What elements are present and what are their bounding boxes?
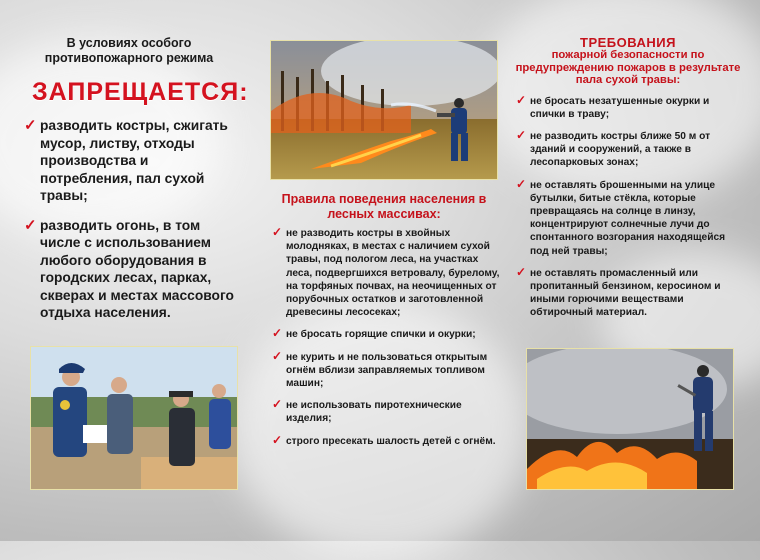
check-icon: ✓: [272, 326, 283, 341]
check-icon: ✓: [516, 264, 527, 279]
requirements-title: ТРЕБОВАНИЯ: [580, 35, 676, 50]
requirements-list: [516, 92, 744, 320]
check-icon: ✓: [272, 432, 283, 447]
check-icon: ✓: [272, 348, 283, 363]
rules-title: Правила поведения населения в лесных массивах:: [281, 192, 487, 221]
list-item: ✓ строго пресекать шалость детей с огнём.: [272, 432, 496, 447]
prohibited-list: [22, 117, 242, 322]
check-icon: ✓: [24, 117, 37, 134]
list-item: ✓ разводить костры, сжигать мусор, листву, отходы производства и потребления, пал сухой травы;: [24, 117, 228, 203]
rules-list: [272, 227, 504, 448]
list-item: ✓ не использовать пиротехнические изделия;: [272, 397, 462, 425]
list-item: ✓ не бросать незатушенные окурки и спички в траву;: [516, 92, 710, 120]
check-icon: ✓: [272, 225, 283, 239]
prohibited-heading: ЗАПРЕЩАЕТСЯ:: [32, 78, 249, 106]
check-icon: ✓: [516, 127, 527, 142]
list-item: ✓ не разводить костры в хвойных молодняках, в местах с наличием сухой травы, под пологом леса, на участках леса, подвергшихся ветровалу, бурелому, на торфяных почвах, на неочищенных от порубочных остатков и заготовленной древесины лесосеках;: [272, 225, 500, 319]
check-icon: ✓: [272, 397, 283, 412]
check-icon: ✓: [516, 176, 527, 191]
left-subtitle: В условиях особого противопожарного режима: [44, 36, 214, 65]
forest-fire-photo: [270, 40, 498, 180]
list-item: ✓ не разводить костры ближе 50 м от зданий и сооружений, а также в лесопарковых зонах;: [516, 127, 711, 169]
officials-photo: [30, 346, 238, 490]
check-icon: ✓: [516, 92, 527, 107]
middle-column: [272, 227, 504, 457]
requirements-subtitle: пожарной безопасности по предупреждению пожаров в результате пала сухой травы:: [515, 49, 741, 86]
list-item: ✓ разводить огонь, в том числе с использованием любого оборудования в городских лесах, парках, скверах и местах массового отдыха населения.: [24, 216, 234, 320]
list-item: ✓ не оставлять промасленный или пропитанный бензином, керосином и иными горючими веществами обтирочный материал.: [516, 264, 721, 319]
list-item: ✓ не оставлять брошенными на улице бутылки, битые стёкла, которые превращаясь на солнце в линзу, концентрируют солнечные лучи до спонтанного возгорания находящейся под ней травы;: [516, 176, 726, 257]
list-item: ✓ не курить и не пользоваться открытым огнём вблизи заправляемых топливом машин;: [272, 348, 488, 390]
check-icon: ✓: [24, 216, 37, 234]
left-column: [22, 36, 249, 334]
right-column: [512, 36, 744, 329]
list-item: ✓ не бросать горящие спички и окурки;: [272, 326, 476, 341]
grass-fire-photo: [526, 348, 734, 490]
